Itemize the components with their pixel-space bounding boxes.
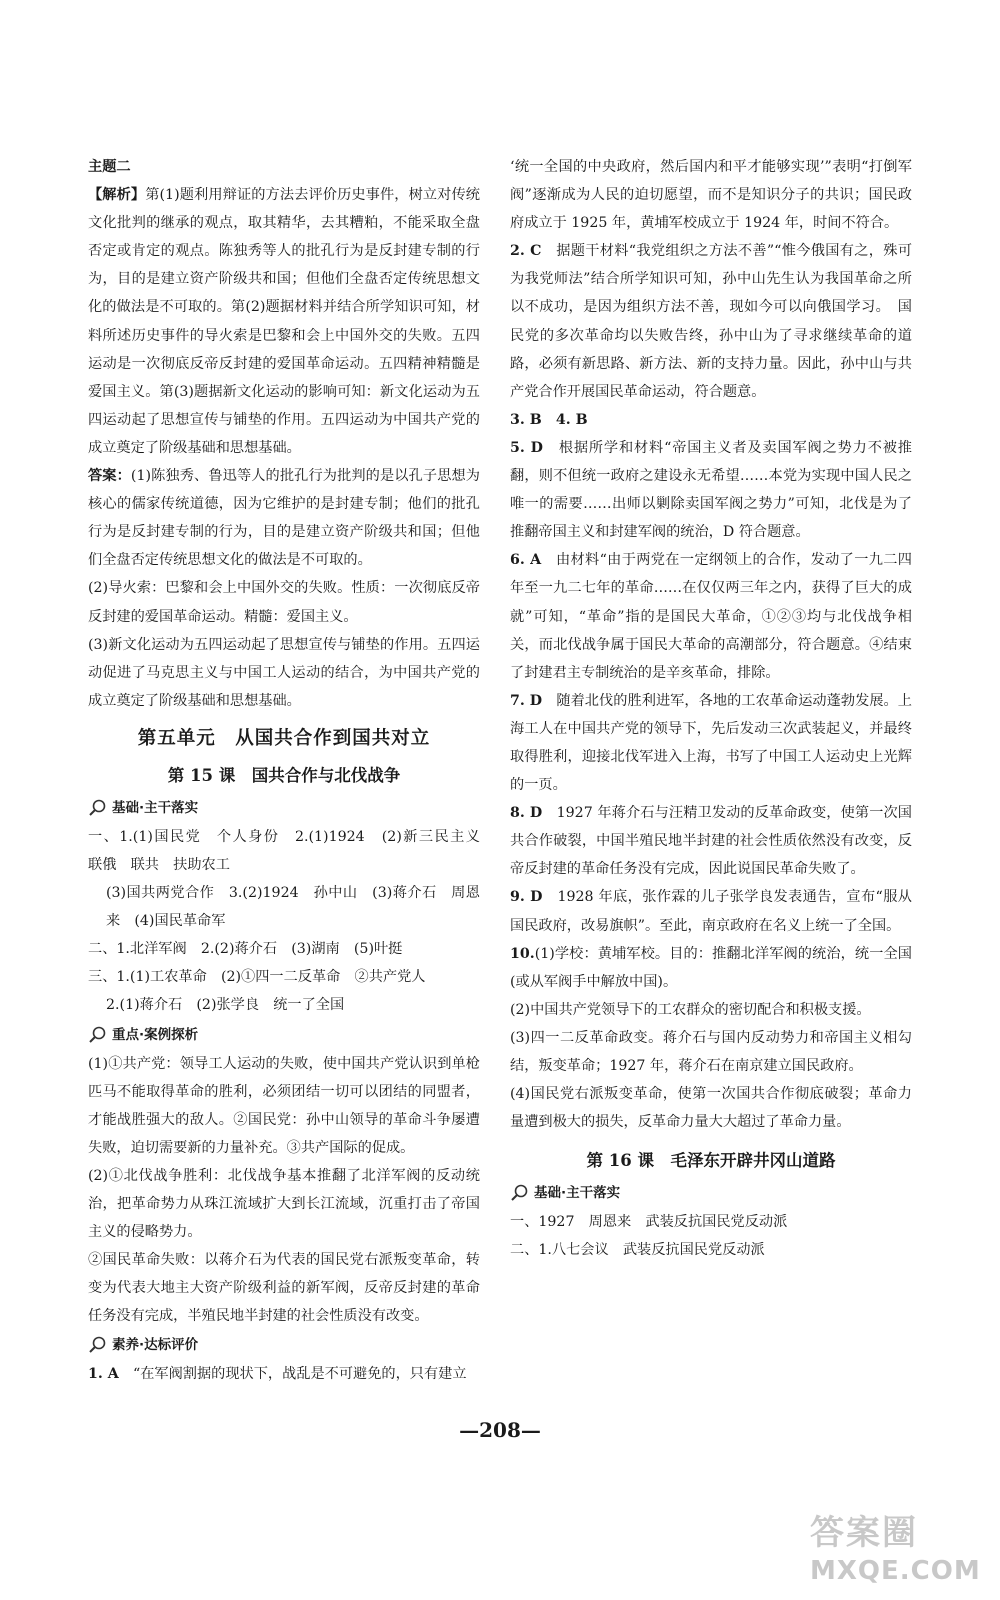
left-column [88,153,495,1389]
basic-line-3: 二、1.北洋军阀 2.(2)蒋介石 (3)湖南 (5)叶挺 [88,941,403,958]
key-para-2: (2)①北伐战争胜利：北伐战争基本推翻了北洋军阀的反动统治，把革命势力从珠江流域扩大到长江流域，沉重打击了帝国主义的侵略势力。 [88,1167,480,1241]
unit-title: 第五单元 从国共合作到国共对立 [137,727,431,749]
question-10-number: 10. [510,945,535,962]
question-10 [510,940,912,996]
questions-3-4: 3. B 4. B [510,411,588,428]
topic-heading: 主题二 [88,159,131,175]
lesson-16-line-2: 二、1.八七会议 武装反抗国民党反动派 [510,1242,765,1259]
question-5-text: 根据所学和材料“帝国主义者及卖国军阀之势力不被推翻，则不但统一政府之建设永无希望……本党为实现中国人民之唯一的需要……出师以剿除卖国军阀之势力”可知，北伐是为了推翻帝国主义和封建军阀的统治，D 符合题意。 [510,439,912,541]
section-quality-label: 素养·达标评价 [112,1337,199,1354]
watermark-logo [810,1510,980,1590]
question-9 [510,883,912,939]
magnifier-icon [88,1335,108,1355]
question-7-number: 7. D [510,692,543,709]
question-1-continued: ‘统一全国的中央政府，然后国内和平才能够实现’”表明“打倒军阀”逐渐成为人民的迫切愿望，而不是知识分子的共识；国民政府成立于 1925 年，黄埔军校成立于 1924 年，时间不符合。 [510,159,912,232]
watermark-top: 答案圈 [810,1513,918,1553]
question-1-text: “在军阀割据的现状下，战乱是不可避免的，只有建立 [132,1366,467,1383]
question-8 [510,799,912,883]
question-10-part-4: (4)国民党右派叛变革命，使第一次国共合作彻底破裂；革命力量遭到极大的损失，反革命力量大大超过了革命力量。 [510,1086,912,1131]
question-1 [88,1360,480,1388]
question-2-number: 2. C [510,243,542,260]
section-basic-16-label: 基础·主干落实 [534,1185,621,1202]
question-7 [510,687,912,799]
watermark-bottom: MXQE.COM [810,1556,981,1586]
section-basic-16 [510,1180,912,1206]
analysis-label: 【解析】 [88,187,146,204]
question-10-part-2: (2)中国共产党领导下的工农群众的密切配合和积极支援。 [510,1001,871,1018]
basic-line-2: (3)国共两党合作 3.(2)1924 孙中山 (3)蒋介石 周恩来 (4)国民革命军 [106,885,480,930]
question-10-part-1: (1)学校：黄埔军校。目的：推翻北洋军阀的统治，统一全国(或从军阀手中解放中国)。 [510,945,912,990]
section-quality [88,1332,480,1358]
question-1-number: 1. A [88,1366,119,1383]
question-9-number: 9. D [510,889,543,906]
question-6 [510,546,912,686]
right-column [510,153,912,1264]
answer-2: (2)导火索：巴黎和会上中国外交的失败。性质：一次彻底反帝反封建的爱国革命运动。精髓：爱国主义。 [88,580,480,625]
section-basic [88,795,480,821]
answer-1: (1)陈独秀、鲁迅等人的批孔行为批判的是以孔子思想为核心的儒家传统道德，因为它维护的是封建专制；他们的批孔行为是反封建专制的行为，目的是建立资产阶级共和国；但他们全盘否定传统思想文化的做法是不可取的。 [88,468,480,569]
section-key [88,1022,480,1048]
lesson-16-line-1: 一、1927 周恩来 武装反抗国民党反动派 [510,1214,788,1231]
analysis-text: 第(1)题利用辩证的方法去评价历史事件，树立对传统文化批判的继承的观点，取其精华，去其糟粕，不能采取全盘否定或肯定的观点。陈独秀等人的批孔行为是反封建专制的行为，目的是建立资产阶级共和国；但他们全盘否定传统思想文化的做法是不可取的。第(2)题据材料并结合所学知识可知，材料所述历史事件的导火索是巴黎和会上中国外交的失败。五四运动是一次彻底反帝反封建的爱国革命运动。五四精神精髓是爱国主义。第(3)题据新文化运动的影响可知：新文化运动为五四运动起了思想宣传与铺垫的作用。五四运动为中国共产党的成立奠定了阶级基础和思想基础。 [88,187,480,456]
question-5-number: 5. D [510,439,543,456]
question-9-text: 1928 年底，张作霖的儿子张学良发表通告，宣布“服从国民政府，改易旗帜”。至此，南京政府在名义上统一了全国。 [510,889,912,934]
question-8-text: 1927 年蒋介石与汪精卫发动的反革命政变，使第一次国共合作破裂，中国半殖民地半封建的社会性质依然没有改变，反帝反封建的革命任务没有完成，因此说国民革命失败了。 [510,805,912,878]
magnifier-icon [510,1183,530,1203]
key-para-1: (1)①共产党：领导工人运动的失败，使中国共产党认识到单枪匹马不能取得革命的胜利，必须团结一切可以团结的同盟者，才能战胜强大的敌人。②国民党：孙中山领导的革命斗争屡遭失败，迫切需要新的力量补充。③共产国际的促成。 [88,1055,480,1156]
key-para-3: ②国民革命失败：以蒋介石为代表的国民党右派叛变革命，转变为代表大地主大资产阶级利益的新军阀，反帝反封建的革命任务没有完成，半殖民地半封建的社会性质没有改变。 [88,1252,480,1325]
answer-3: (3)新文化运动为五四运动起了思想宣传与铺垫的作用。五四运动促进了马克思主义与中国工人运动的结合，为中国共产党的成立奠定了阶级基础和思想基础。 [88,636,480,709]
question-10-part-3: (3)四一二反革命政变。蒋介石与国内反动势力和帝国主义相勾结，叛变革命；1927 年，蒋介石在南京建立国民政府。 [510,1029,912,1074]
question-6-number: 6. A [510,552,542,569]
lesson-15-title: 第 15 课 国共合作与北伐战争 [167,765,401,785]
basic-line-5: 2.(1)蒋介石 (2)张学良 统一了全国 [106,997,345,1014]
section-basic-label: 基础·主干落实 [112,799,199,816]
magnifier-icon [88,798,108,818]
question-5 [510,434,912,546]
lesson-16-title: 第 16 课 毛泽东开辟井冈山道路 [586,1151,836,1171]
basic-line-1: 一、1.(1)国民党 个人身份 2.(1)1924 (2)新三民主义 联俄 联共 扶助农工 [88,828,495,873]
section-key-label: 重点·案例探析 [112,1026,199,1043]
answer-paragraph [88,462,480,574]
answer-label: 答案： [88,468,131,485]
question-2-text: 据题干材料“我党组织之方法不善”“惟今俄国有之，殊可为我党师法”结合所学知识可知，孙中山先生认为我国革命之所以不成功，是因为组织方法不善，现如今可以向俄国学习。 国民党的多次革命均以失败告终，孙中山为了寻求继续革命的道路，必须有新思路、新方法、新的支持力量。因此，孙中山与共产党合作开展国民革命运动，符合题意。 [510,243,913,400]
analysis-paragraph [88,181,480,462]
question-6-text: 由材料“由于两党在一定纲领上的合作，发动了一九二四年至一九二七年的革命……在仅仅两三年之内，获得了巨大的成就”可知，“革命”指的是国民大革命，①②③均与北伐战争相关，而北伐战争属于国民大革命的高潮部分，符合题意。④结束了封建君主专制统治的是辛亥革命，排除。 [510,552,912,681]
magnifier-icon [88,1025,108,1045]
question-2 [510,237,912,406]
question-8-number: 8. D [510,805,543,822]
question-7-text: 随着北伐的胜利进军，各地的工农革命运动蓬勃发展。上海工人在中国共产党的领导下，先后发动三次武装起义，并最终取得胜利，迎接北伐军进入上海，书写了中国工人运动史上光辉的一页。 [510,692,912,794]
page-number: —208— [459,1418,541,1442]
basic-line-4: 三、1.(1)工农革命 (2)①四一二反革命 ②共产党人 [88,969,426,986]
